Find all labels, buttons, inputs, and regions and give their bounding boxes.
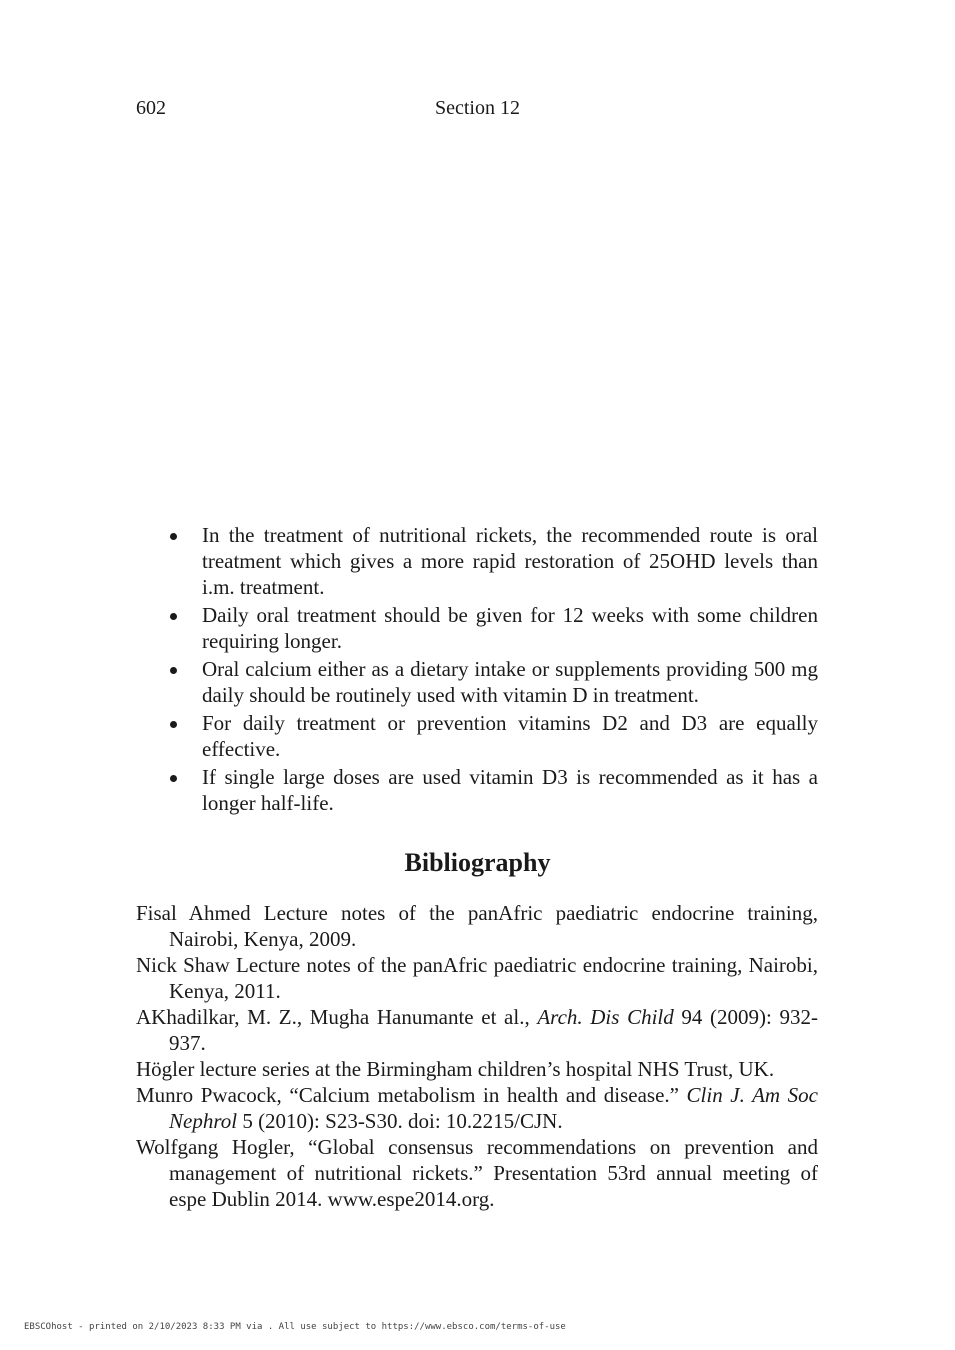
bullet-icon [170,667,177,674]
bibliography-entry [136,1082,818,1134]
entry-text: Fisal Ahmed Lecture notes of the panAfric paediatric endocrine training, Nairobi, Kenya, 2009. [136,901,818,951]
bibliography-list [136,900,818,1212]
list-item-text: If single large doses are used vitamin D3 is recommended as it has a longer half-life. [202,765,818,815]
bibliography-entry [136,1004,818,1056]
page-number: 602 [136,97,166,119]
bibliography-entry [136,952,818,1004]
entry-text: 94 (2009): 932-937. [169,1005,818,1055]
bibliography-entry [136,900,818,952]
entry-text: Nick Shaw Lecture notes of the panAfric paediatric endocrine training, Nairobi, Kenya, 2011. [136,953,818,1003]
list-item [164,522,818,600]
print-footer: EBSCOhost - printed on 2/10/2023 8:33 PM via . All use subject to https://www.ebsco.com/terms-of-use [24,1322,566,1332]
bibliography-entry [136,1134,818,1212]
bullet-icon [170,533,177,540]
list-item-text: Oral calcium either as a dietary intake or supplements providing 500 mg daily should be routinely used with vitamin D in treatment. [202,657,818,707]
bullet-icon [170,775,177,782]
bullet-icon [170,613,177,620]
entry-text: AKhadilkar, M. Z., Mugha Hanumante et al., [136,1005,538,1029]
list-item-text: For daily treatment or prevention vitamins D2 and D3 are equally effective. [202,711,818,761]
key-points-list [164,522,818,818]
entry-journal: Arch. Dis Child [537,1005,674,1029]
entry-text: Wolfgang Hogler, “Global consensus recommendations on prevention and management of nutritional rickets.” Presentation 53rd annual meeting of espe Dublin 2014. www.espe2014.org. [136,1135,818,1211]
list-item [164,764,818,816]
list-item-text: Daily oral treatment should be given for 12 weeks with some children requiring longer. [202,603,818,653]
entry-text: 5 (2010): S23-S30. doi: 10.2215/CJN. [237,1109,563,1133]
list-item [164,710,818,762]
bullet-icon [170,721,177,728]
running-head: Section 12 [435,97,520,119]
entry-text: Högler lecture series at the Birmingham children’s hospital NHS Trust, UK. [136,1057,775,1081]
bibliography-heading: Bibliography [404,848,551,877]
entry-text: Munro Pwacock, “Calcium metabolism in health and disease.” [136,1083,687,1107]
entry-journal: Clin J. Am Soc Nephrol [169,1083,818,1133]
list-item [164,656,818,708]
bibliography-entry [136,1056,818,1082]
list-item-text: In the treatment of nutritional rickets, the recommended route is oral treatment which gives a more rapid restoration of 25OHD levels than i.m. treatment. [202,523,818,599]
list-item [164,602,818,654]
